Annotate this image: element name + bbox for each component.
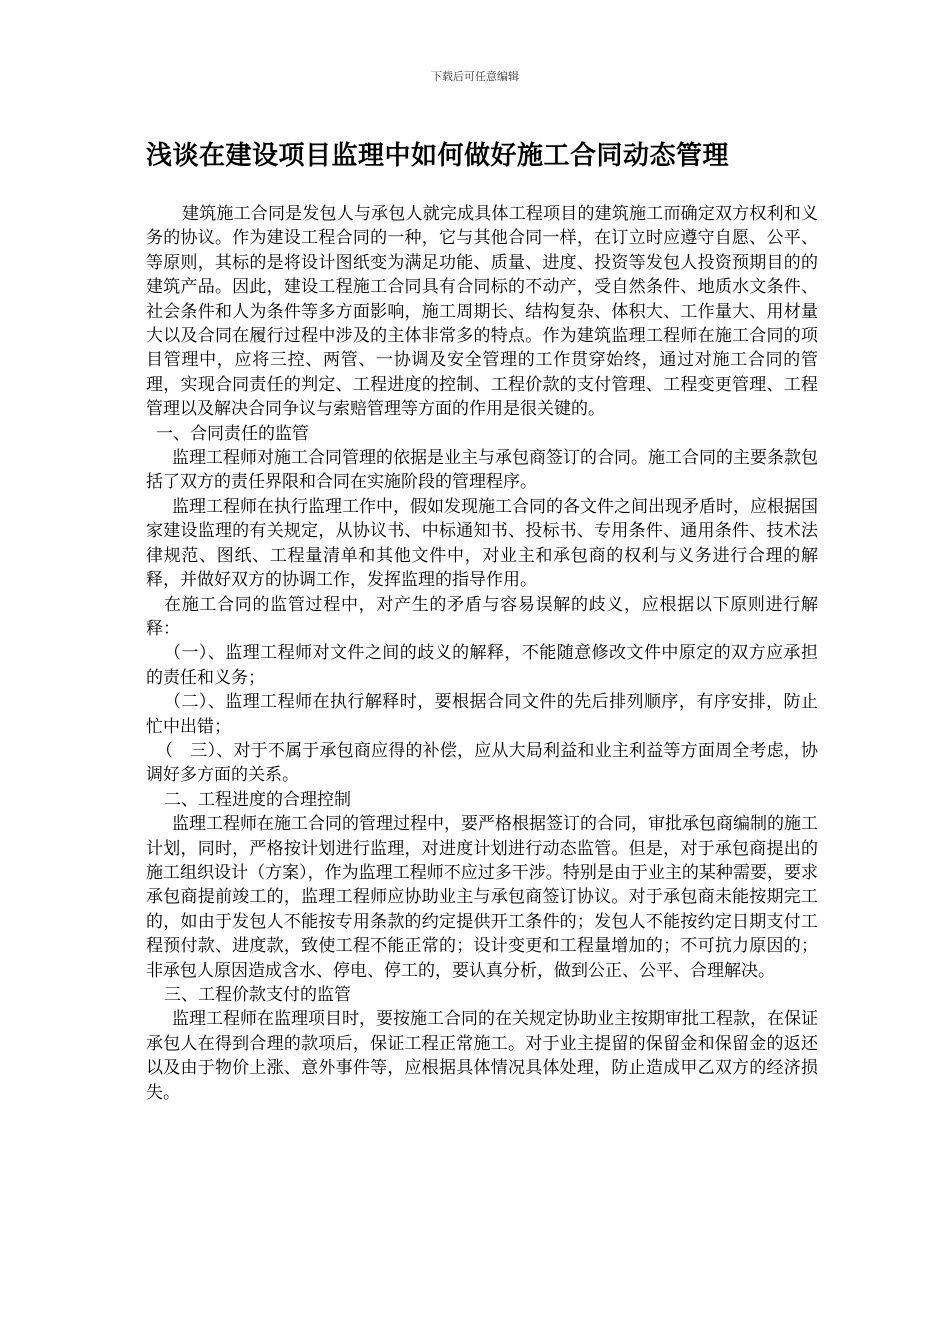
- section-1-paragraph-1: 监理工程师对施工合同管理的依据是业主与承包商签订的合同。施工合同的主要条款包括了双方的责任界限和合同在实施阶段的管理程序。: [146, 448, 818, 493]
- principle-item-2: （二）、监理工程师在执行解释时，要根据合同文件的先后排列顺序，有序安排，防止忙中出错；: [146, 692, 818, 737]
- document-title: 浅谈在建设项目监理中如何做好施工合同动态管理: [146, 141, 730, 171]
- principle-item-1: （一）、监理工程师对文件之间的歧义的解释，不能随意修改文件中原定的双方应承担的责任和义务；: [146, 643, 818, 688]
- principle-item-3: （ 三）、对于不属于承包商应得的补偿，应从大局利益和业主利益等方面周全考虑，协调好多方面的关系。: [146, 740, 818, 786]
- intro-paragraph: 建筑施工合同是发包人与承包人就完成具体工程项目的建筑施工而确定双方权利和义务的协议。作为建设工程合同的一种，它与其他合同一样，在订立时应遵守自愿、公平、等原则，其标的是将设计图纸变为满足功能、质量、进度、投资等发包人投资预期目的的建筑产品。因此，建设工程施工合同具有合同标的不动产，受自然条件、地质水文条件、社会条件和人为条件等多方面影响，施工周期长、结构复杂、体积大、工作量大、用材量大以及合同在履行过程中涉及的主体非常多的特点。作为建筑监理工程师在施工合同的项目管理中，应将三控、两管、一协调及安全管理的工作贯穿始终，通过对施工合同的管理，实现合同责任的判定、工程进度的控制、工程价款的支付管理、工程变更管理、工程管理以及解决合同争议与索赔管理等方面的作用是很关键的。: [146, 204, 818, 420]
- section-heading-2: 二、工程进度的合理控制: [164, 789, 351, 810]
- document-body: [146, 202, 818, 1105]
- section-2-paragraph-1: 监理工程师在施工合同的管理过程中，要严格根据签订的合同，审批承包商编制的施工计划，同时，严格按计划进行监理，对进度计划进行动态监管。但是，对于承包商提出的施工组织设计（方案），作为监理工程师不应过多干涉。特别是由于业主的某种需要，要求承包商提前竣工的，监理工程师应协助业主与承包商签订协议。对于承包商未能按期完工的，如由于发包人不能按专用条款的约定提供开工条件的；发包人不能按约定日期支付工程预付款、进度款，致使工程不能正常的；设计变更和工程量增加的；不可抗力原因的；非承包人原因造成含水、停电、停工的，要认真分析，做到公正、公平、合理解决。: [146, 814, 818, 981]
- section-3-paragraph-1: 监理工程师在监理项目时，要按施工合同的在关规定协助业主按期审批工程款，在保证承包人在得到合理的款项后，保证工程正常施工。对于业主提留的保留金和保留金的返还以及由于物价上涨、意外事件等，应根据具体情况具体处理，防止造成甲乙双方的经济损失。: [146, 1009, 818, 1103]
- section-1-paragraph-3: 在施工合同的监管过程中，对产生的矛盾与容易误解的歧义，应根据以下原则进行解释：: [146, 594, 818, 639]
- section-1-paragraph-2: 监理工程师在执行监理工作中，假如发现施工合同的各文件之间出现矛盾时，应根据国家建设监理的有关规定，从协议书、中标通知书、投标书、专用条件、通用条件、技术法律规范、图纸、工程量清单和其他文件中，对业主和承包商的权利与义务进行合理的解释，并做好双方的协调工作，发挥监理的指导作用。: [146, 496, 818, 591]
- section-heading-3: 三、工程价款支付的监管: [164, 985, 351, 1005]
- page-header-note: 下载后可任意编辑: [431, 70, 519, 83]
- section-heading-1: 一、合同责任的监管: [156, 423, 309, 444]
